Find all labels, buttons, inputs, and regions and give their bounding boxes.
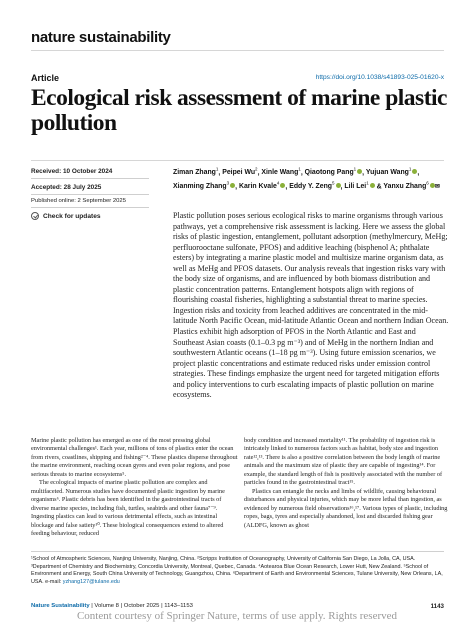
doi-link[interactable]: https://doi.org/10.1038/s41893-025-01620-x — [315, 74, 444, 81]
meta-divider — [31, 207, 149, 208]
footer-journal[interactable]: Nature Sustainability — [31, 603, 90, 609]
abstract-text: Plastic pollution poses serious ecological risks to marine organisms through various pathways, yet a comprehensive risk assessment is lacking. Here we assess the global risks of plastic ingestion, entanglement, pollutant adsorption (methylmercury, MeHg; perfluorooctane sulfonate, PFOS) and additive leaching (bisphenol A; phthalate esters) by integrating a marine plastic model and multisize marine organism data, as well as MeHg and PFOS datasets. Our analysis reveals that ingestion risks vary with the body size of organisms, and are influenced by both biomass distribution and plastic concentration patterns. Entanglement hotspots align with regions of flourishing coastal fisheries, highlighting a substantial threat to marine species. Ingestion risks and toxicity from leached additives are concentrated in the mid-latitude North Pacific Ocean, mid-latitude Atlantic Ocean and northern Indian Ocean. Plastics exhibit high adsorption of PFOS in the North Atlantic and East and Southeast Asian coasts (0.1–0.3 pg m⁻³) and of MeHg in the northern Indian and southwestern Atlantic oceans (1–18 pg m⁻³). Using future emission scenarios, we project plastic concentrations and estimate reduced risks under emission control strategies. These findings emphasize the urgent need for targeted mitigation efforts and policy interventions to curb escalating impacts of plastic pollution on marine ecosystems. — [173, 211, 449, 400]
abstract — [173, 211, 449, 401]
footer-volume: | Volume 8 | October 2025 | 1143–1153 — [91, 603, 193, 609]
body-paragraph: body condition and increased mortality¹¹. The probability of ingestion risk is intricately linked to numerous factors such as habitat, body size and ingestion rate¹²,¹³. There is also a positive correlation between the body length of marine animals and the maximum size of plastic they are capable of ingesting¹⁴. For example, the standard length of fish is positively associated with the number of particles found in the gastrointestinal tract¹⁵. — [244, 437, 443, 487]
title-rule — [31, 160, 444, 161]
body-column-left — [31, 437, 239, 538]
orcid-icon[interactable] — [370, 183, 375, 188]
affiliation-text: ¹School of Atmospheric Sciences, Nanjing University, Nanjing, China. ²Scripps Institution of Oceanography, University of California San Diego, La Jolla, CA, USA. ³Department of Chemistry and Biochemistry, Concordia University, Montreal, Quebec, Canada. ⁴Aotearoa Blue Ocean Research, Lower Hutt, New Zealand. ⁵School of Environment and Energy, South China University of Technology, Guangzhou, China. ⁶Department of Earth and Environmental Sciences, Tulane University, New Orleans, LA, USA. — [31, 556, 443, 585]
author[interactable]: Yujuan Wang$^1$ — [366, 169, 418, 176]
author[interactable]: Karin Kvale$^4$ — [239, 183, 285, 190]
author[interactable]: Xinle Wang$^1$ — [261, 167, 301, 177]
orcid-icon[interactable] — [280, 183, 285, 188]
orcid-icon[interactable] — [412, 169, 417, 174]
courtesy-watermark: Content courtesy of Springer Nature, terms of use apply. Rights reserved — [76, 610, 398, 622]
published-date: Published online: 2 September 2025 — [31, 198, 126, 204]
article-type: Article — [31, 73, 60, 83]
email-link[interactable]: yzhang127@tulane.edu — [62, 578, 120, 585]
footnote-rule — [31, 551, 444, 552]
header-rule — [31, 50, 444, 51]
body-column-right — [244, 437, 452, 530]
check-updates-button[interactable] — [31, 212, 101, 220]
check-updates-label: Check for updates — [43, 212, 101, 220]
body-paragraph: Marine plastic pollution has emerged as one of the most pressing global environmental challenges¹. Each year, millions of tons of plastics enter the ocean from rivers, coastlines, shipping and fishing²⁻⁴. These plastics disperse throughout the marine environment, reaching ocean gyres and even polar regions, and pose serious threats to marine ecosystems⁵. — [31, 437, 238, 478]
author-list: Ziman Zhang$^1$, Peipei Wu$^2$, Xinle Wang$^1$, Qiaotong Pang$^1$ , Yujuan Wang$^1$ , Xianming Zhang$^3$ , Karin Kvale$^4$ , Eddy Y. Zeng$^5$ , Lili Lei$^1$ & Yanxu Zhang$^6$✉ — [173, 167, 440, 191]
journal-name[interactable]: nature sustainability — [31, 29, 171, 46]
author[interactable]: Peipei Wu$^2$ — [222, 167, 258, 177]
author[interactable]: Yanxu Zhang$^6$✉ — [383, 180, 440, 191]
meta-divider — [31, 194, 149, 195]
orcid-icon[interactable] — [357, 169, 362, 174]
orcid-icon[interactable] — [230, 183, 235, 188]
body-paragraph: The ecological impacts of marine plastic pollution are complex and multifaceted. Numerous studies have documented plastic ingestion by marine organisms⁶. Plastic debris has been identified in the gastrointestinal tracts of diverse marine species, including fish, turtles, seabirds and other fauna⁷⁻⁹. Ingesting plastics can lead to various detrimental effects, such as intestinal blockage and false satiety¹⁰. These biological consequences extend to altered feeding behaviour, reduced — [31, 479, 225, 537]
meta-divider — [31, 178, 149, 179]
orcid-icon[interactable] — [336, 183, 341, 188]
check-circle-icon — [31, 212, 39, 220]
received-date: Received: 10 October 2024 — [31, 168, 113, 175]
email-label: e-mail: — [45, 578, 62, 585]
author[interactable]: Eddy Y. Zeng$^5$ — [289, 183, 340, 190]
footer-citation — [31, 603, 193, 609]
author[interactable]: Ziman Zhang$^1$ — [173, 167, 219, 177]
body-paragraph: Plastics can entangle the necks and limbs of wildlife, causing behavioural disturbances and physical injuries, which may be more lethal than ingestion, as evidenced by numerous field observations¹⁶,¹⁷. Various types of plastic, including ropes, bags, tyres and especially abandoned, lost and discarded fishing gear (ALDFG, known as ghost — [244, 487, 448, 529]
author[interactable]: Lili Lei$^1$ — [344, 183, 374, 190]
accepted-date: Accepted: 28 July 2025 — [31, 184, 102, 191]
article-title: Ecological risk assessment of marine plastic pollution — [31, 85, 447, 136]
author[interactable]: Xianming Zhang$^3$ — [173, 183, 235, 190]
author[interactable]: Qiaotong Pang$^1$ — [305, 169, 363, 176]
email-icon[interactable]: ✉ — [434, 184, 440, 191]
page-number: 1143 — [430, 603, 444, 610]
affiliations — [31, 556, 445, 586]
